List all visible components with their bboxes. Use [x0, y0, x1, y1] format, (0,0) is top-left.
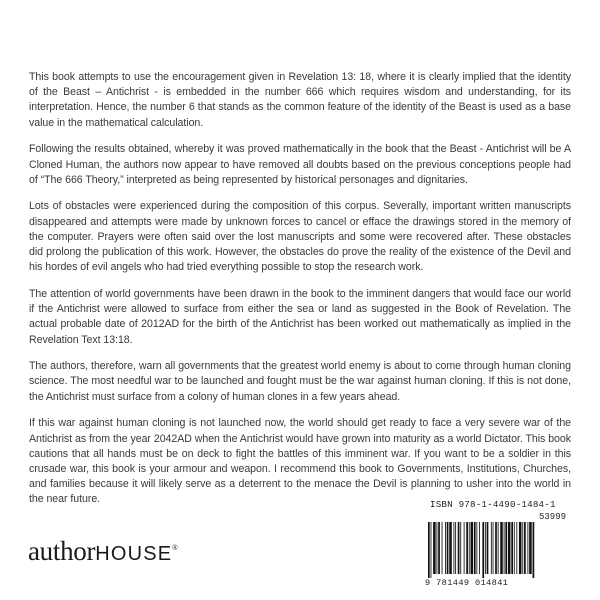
barcode-bar — [466, 522, 468, 574]
barcode-bar — [445, 522, 446, 574]
barcode-bar — [500, 522, 503, 574]
barcode-bar — [455, 522, 456, 574]
barcode-bar — [469, 522, 470, 574]
barcode-bar — [511, 522, 513, 574]
paragraph-1: This book attempts to use the encouragement given in Revelation 13: 18, where it is clearly implied that the identity of the Beast – Antichrist - is embedded in the number 666 which requires wisdom and understanding, for its interpretation. Hence, the number 6 that stands as the common feature of the identity of the Beast is used as a base value in the mathematical calculation. — [29, 71, 571, 129]
paragraph-2: Following the results obtained, whereby it was proved mathematically in the book that the Beast - Antichrist will be A Cloned Human, the authors now appear to have removed all doubts based on the previous conceptions people had of “The 666 Theory,” interpreted as being represented by historical personages and dignitaries. — [29, 143, 571, 186]
isbn-barcode — [426, 522, 568, 578]
barcode-bar — [498, 522, 499, 574]
barcode-bar — [442, 522, 443, 574]
barcode-bar — [437, 522, 438, 574]
paragraph-6: If this war against human cloning is not launched now, the world should get ready to face a very severe war of the Antichrist as from the year 2042AD when the Antichrist would have grown into maturity as a world Dictator. This book cautions that all hands must be on deck to fight the battles of this imminent war. If you want to be a soldier in this crusade war, this book is your armour and weapon. I recommend this book to Governments, Institutions, Churches, and families because it will likely serve as a deterrent to the menace the Devil is planning to usher into the world in the near future. — [29, 417, 571, 506]
barcode-bar — [431, 522, 432, 578]
isbn-label: ISBN 978-1-4490-1484-1 — [430, 499, 556, 510]
paragraph-3: Lots of obstacles were experienced during the composition of this corpus. Severally, important written manuscripts disappeared and attempts were made by unknown forces to cancel or efface the drawings stored in the memory of the computer. Prayers were often said over the lost manuscripts and some were recovered after. These obstacles did prolong the publication of this work. However, the obstacles do prove the reality of the existence of the Devil and his hordes of evil angels who had tried everything possible to stop the research work. — [29, 200, 571, 274]
barcode-bar — [495, 522, 497, 574]
barcode-bar — [527, 522, 528, 574]
barcode-bar — [479, 522, 480, 574]
barcode-bar — [524, 522, 526, 574]
barcode-bar — [438, 522, 440, 574]
barcode-bar — [485, 522, 486, 574]
barcode-bar — [454, 522, 455, 574]
paragraph-4: The attention of world governments have been drawn in the book to the imminent dangers that would face our world if the Antichrist were allowed to surface from either the sea or land as suggested in the Book of Revelation. The actual probable date of 2012AD for the birth of the Antichrist has been worked out mathematically as implied in the Revelation Text 13:18. — [29, 287, 571, 346]
barcode-bar — [533, 522, 535, 578]
barcode-bar — [516, 522, 517, 574]
logo-word-author: author — [28, 536, 96, 566]
barcode-bar — [514, 522, 515, 574]
barcode-bar — [458, 522, 460, 574]
barcode-digits: 9 781449 014841 — [425, 578, 509, 588]
back-cover-text — [29, 70, 571, 519]
barcode-bar — [460, 522, 461, 574]
barcode-bar — [529, 522, 532, 574]
barcode-bar — [493, 522, 494, 574]
registered-mark: ® — [172, 545, 178, 552]
barcode-bar — [476, 522, 477, 574]
barcode-bar — [433, 522, 436, 574]
barcode-bar — [449, 522, 452, 574]
logo-word-house: HOUSE — [95, 543, 173, 565]
price-code: 53999 — [539, 512, 567, 522]
barcode-bar — [464, 522, 465, 574]
barcode-bar — [508, 522, 511, 574]
barcode-bar — [474, 522, 476, 574]
barcode-bar — [447, 522, 449, 574]
barcode-bar — [471, 522, 474, 574]
publisher-logo — [28, 538, 177, 565]
barcode-bar — [491, 522, 492, 574]
barcode-bar — [428, 522, 430, 578]
barcode-bar — [504, 522, 505, 574]
paragraph-5: The authors, therefore, warn all governments that the greatest world enemy is about to come through human cloning science. The most needful war to be launched and fought must be the war against human cloning. If this is not done, the Antichrist must surface from a colony of human clones in a few years ahead. — [29, 360, 571, 403]
barcode-bar — [505, 522, 507, 574]
barcode-bar — [482, 522, 484, 578]
barcode-bar — [487, 522, 489, 574]
barcode-bar — [519, 522, 522, 574]
barcode-bar — [522, 522, 523, 574]
